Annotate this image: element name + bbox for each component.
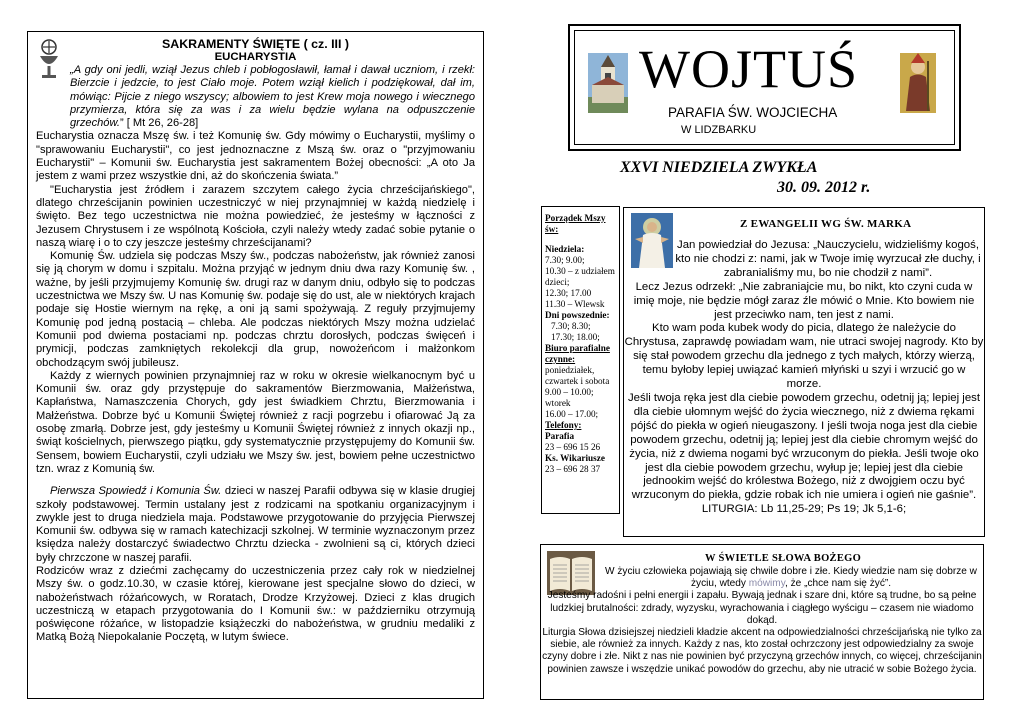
gospel-paragraph: Kto wam poda kubek wody do picia, dlatego że należycie do Chrystusa, zaprawdę powiadam wam, nie utraci swojej nagrody. Kto by się stał powodem grzechu dla jednego z tych małych, którzy wierzą, temu byłoby lepiej uwiązać kamień młyński u szyi i wrzucić go w morze. <box>624 322 984 391</box>
office-label: Biuro parafialne czynne: <box>545 343 610 364</box>
article-subtitle: EUCHARYSTIA <box>214 51 297 63</box>
sunday-label: Niedziela: <box>545 244 585 254</box>
gospel-text <box>624 239 984 517</box>
church-photo-icon <box>588 53 628 113</box>
vicar-phone-label: Ks. Wikariusze <box>545 453 605 463</box>
parish-phone: 23 – 696 15 26 <box>545 442 601 452</box>
scripture-quote: „A gdy oni jedli, wziął Jezus chleb i pobłogosławił, łamał i dawał uczniom, i rzekł: Bierzcie i jedzcie, to jest Ciało moje. Potem wziął kielich i podziękował, dał im, mówiąc: Pijcie z niego wszyscy; albowiem to jest Krew moja nowego i wiecznego przymierza, która się za was i za wielu będzie wylana na odpuszczenie grzechów.” [ Mt 26, 26-28] <box>70 64 475 130</box>
word-paragraph: W życiu człowieka pojawiają się chwile dobre i złe. Kiedy wiedzie nam się dobrze w życiu, wtedy mówimy, że „chce nam się żyć”. <box>605 566 977 590</box>
sunday-times: 11.30 – Wlewsk <box>545 299 605 309</box>
gospel-paragraph: Lecz Jezus odrzekł: „Nie zabraniajcie mu, bo nikt, kto czyni cuda w imię moje, nie będzie mógł zaraz źle mówić o Mnie. Kto bowiem nie jest przeciwko nam, ten jest z nami. <box>633 280 975 321</box>
paragraph-5: Pierwsza Spowiedź i Komunia Św. dzieci w naszej Parafii odbywa się w klasie drugiej szkoły podstawowej. Termin ustalany jest z rodzicami na spotkaniu organizacyjnym i zwykle jest to druga niedziela maja. Podstawowe przygotowanie do przyjęcia Pierwszej Komunii św. odbywa się w ramach katechizacji szkolnej. W terminie wyznaczonym przez księdza należy dostarczyć świadectwo Chrztu dziecka - zwolnieni są ci, których dzieci były chrzczone w naszej parafii. <box>36 485 475 564</box>
paragraph-1: Eucharystia oznacza Mszę św. i też Komunię św. Gdy mówimy o Eucharystii, myślimy o "sprawowaniu Eucharystii", co jest jednoznaczne z Mszą św. oraz o "przyjmowaniu Eucharystii" – Komunii św. Eucharystia jest sakramentem Bożej obecności: „A oto Ja jestem z wami przez wszystkie dni, aż do skończenia świata.” <box>36 130 475 183</box>
parish-name: PARAFIA ŚW. WOJCIECHA <box>668 105 838 120</box>
office-hours: 9.00 – 10.00; <box>545 387 594 397</box>
sunday-times: 12.30; 17.00 <box>545 288 592 298</box>
sunday-times: 10.30 – z udziałem dzieci; <box>545 266 615 287</box>
mass-schedule <box>541 206 620 514</box>
gospel-title: Z EWANGELII WG ŚW. MARKA <box>740 218 912 230</box>
office-days: wtorek <box>545 398 571 408</box>
article-title: SAKRAMENTY ŚWIĘTE ( cz. III ) <box>161 37 350 51</box>
weekday-times: 17.30; 18.00; <box>551 332 600 342</box>
gospel-paragraph: Jeśli twoja ręka jest dla ciebie powodem grzechu, odetnij ją; lepiej jest dla ciebie ułomnym wejść do życia wiecznego, niż z dwiema rękami pójść do piekła w ogień nieugaszony. I jeśli twoja noga jest dla ciebie powodem grzechu, odetnij ją; lepiej jest dla ciebie chromym wejść do życia, niż z dwiema nogami być wrzuconym do piekła. Jeśli twoje oko jest dla ciebie powodem grzechu, wyłup je; lepiej jest dla ciebie jednookim wejść do królestwa Bożego, niż z dwojgiem oczu być wrzuconym do piekła, gdzie robak ich nie umiera i ogień nie gaśnie”. <box>627 391 981 502</box>
word-text <box>541 566 983 676</box>
parish-town: W LIDZBARKU <box>681 124 757 136</box>
parish-phone-label: Parafia <box>545 431 575 441</box>
eucharist-article <box>27 31 484 699</box>
weekday-times: 7.30; 8.30; <box>551 321 591 331</box>
word-of-god-box <box>540 544 984 700</box>
gospel-box <box>623 207 985 537</box>
masthead <box>568 24 961 151</box>
office-hours: 16.00 – 17.00; <box>545 409 599 419</box>
weekday-label: Dni powszednie: <box>545 310 610 320</box>
phones-label: Telefony: <box>545 420 582 430</box>
word-paragraph: Liturgia Słowa dzisiejszej niedzieli kładzie akcent na odpowiedzialności chrześcijańską nie tylko za siebie, ale również za innych. Każdy z nas, kto został ochrzczony jest odpowiedzialny za swoje czyny dobre i złe. Nikt z nas nie powinien być przyczyną grzechów innych, co więcej, chrześcijanin powinien zawsze i wszędzie unikać powodów do grzechu, aby nie utracić w sobie Bożego życia. <box>542 627 982 675</box>
paragraph-6: Rodziców wraz z dziećmi zachęcamy do uczestniczenia przez cały rok w niedzielnej Mszy św. o godz.10.30, w czasie której, kierowane jest specjalne słowo do dzieci, w nabożeństwach różańcowych, w Roratach, Drodze Krzyżowej. Dzieci z klas drugich uczestniczą w etapach przygotowania do I Komunii św.: w październiku otrzymują poświęcone różańce, w listopadzie książeczki do nabożeństwa, w grudniu medaliki z Matką Bożą Niepokalanie Poczętą, w lutym świece. <box>36 564 475 644</box>
schedule-heading: Porządek Mszy św: <box>545 213 606 234</box>
paragraph-3: Komunię Św. udziela się podczas Mszy św., podczas nabożeństw, jak również zanosi się ją chorym w domu i szpitalu. Można przyjąć w jednym dniu dwa razy Komunię św. , ważne, by jeśli przyjmujemy Komunię św. drugi raz w danym dniu, odbyło się to podczas uczestnictwa we Mszy św. U nas Komunię św. podaje się do ust, ale w niektórych krajach podaje się Hostie wiernym na rękę, a oni ją sami spożywają. Z reguły przyjmujemy Komunię pod jedną postacią – chleba. Ale podczas niektórych Mszy można udzielać Komunii pod dwiema postaciami np. podczas chrztu dorosłych, podczas święceń i prymicji, podczas zamkniętych rekolekcji dla grup, nowożeńcom i małżonkom obchodzącym swój jubileusz. <box>36 250 475 369</box>
word-title: W ŚWIETLE SŁOWA BOŻEGO <box>705 553 862 564</box>
word-paragraph: Jesteśmy radośni i pełni energii i zapału. Bywają jednak i szare dni, które są trudne, bo są pełne ludzkiej brutalności: zdrady, wyzysku, wyrachowania i ciągłego wyścigu – czasem nie wiadomo dokąd. <box>547 590 977 626</box>
sunday-times: 7.30; 9.00; <box>545 255 585 265</box>
paragraph-2: "Eucharystia jest źródłem i zarazem szczytem całego życia chrześcijańskiego", dlatego chrześcijanin powinien uczestniczyć w niej przynajmniej w każdą niedzielę i święto. Bez tego uczestnictwa nie można powiedzieć, że jesteśmy w łączności z Jezusem Chrystusem i ze wspólnotą Kościoła, czyli należy wtedy zadać sobie pytanie o naszą wiarę i o to czy jeszcze jesteśmy chrześcijanami? <box>36 183 475 249</box>
issue-date: 30. 09. 2012 r. <box>777 179 871 196</box>
liturgical-sunday: XXVI NIEDZIELA ZWYKŁA <box>620 159 818 176</box>
liturgy-readings: LITURGIA: Lb 11,25-29; Ps 19; Jk 5,1-6; <box>701 503 907 516</box>
vicar-phone: 23 – 696 28 37 <box>545 464 601 474</box>
paragraph-4: Każdy z wiernych powinien przynajmniej raz w roku w okresie wielkanocnym być u Komunii św. oraz gdy przystępuje do sakramentów Bierzmowania, Małżeństwa, Kapłaństwa, Namaszczenia Chorych, gdy jest świadkiem Chrztu, Bierzmowania i Małżeństwa. Dobrze być u Komunii Świętej również z racji pogrzebu i ofiarować Ją za osobę zmarłą. Dobrze jest, gdy jesteśmy u Komunii Świętej również z innych okazji np., świąt kościelnych, pierwszego piątku, gdy systematycznie przystępujemy do Komunii św. Sensem, bowiem Eucharystii, czyli udziału we Mszy św. jest, bowiem pełne uczestnictwo tzn. wraz z Komunią św. <box>36 369 475 475</box>
chalice-icon <box>34 38 64 82</box>
gospel-paragraph: Jan powiedział do Jezusa: „Nauczycielu, widzieliśmy kogoś, kto nie chodzi z: nami, jak w Twoje imię wyrzucał złe duchy, i zabranialiśmy mu, bo nie chodził z nami”. <box>675 239 981 279</box>
saint-adalbert-icon <box>900 53 936 113</box>
newsletter-brand: WOJTUŚ <box>639 39 858 99</box>
office-days: poniedziałek, czwartek i sobota <box>545 365 610 386</box>
